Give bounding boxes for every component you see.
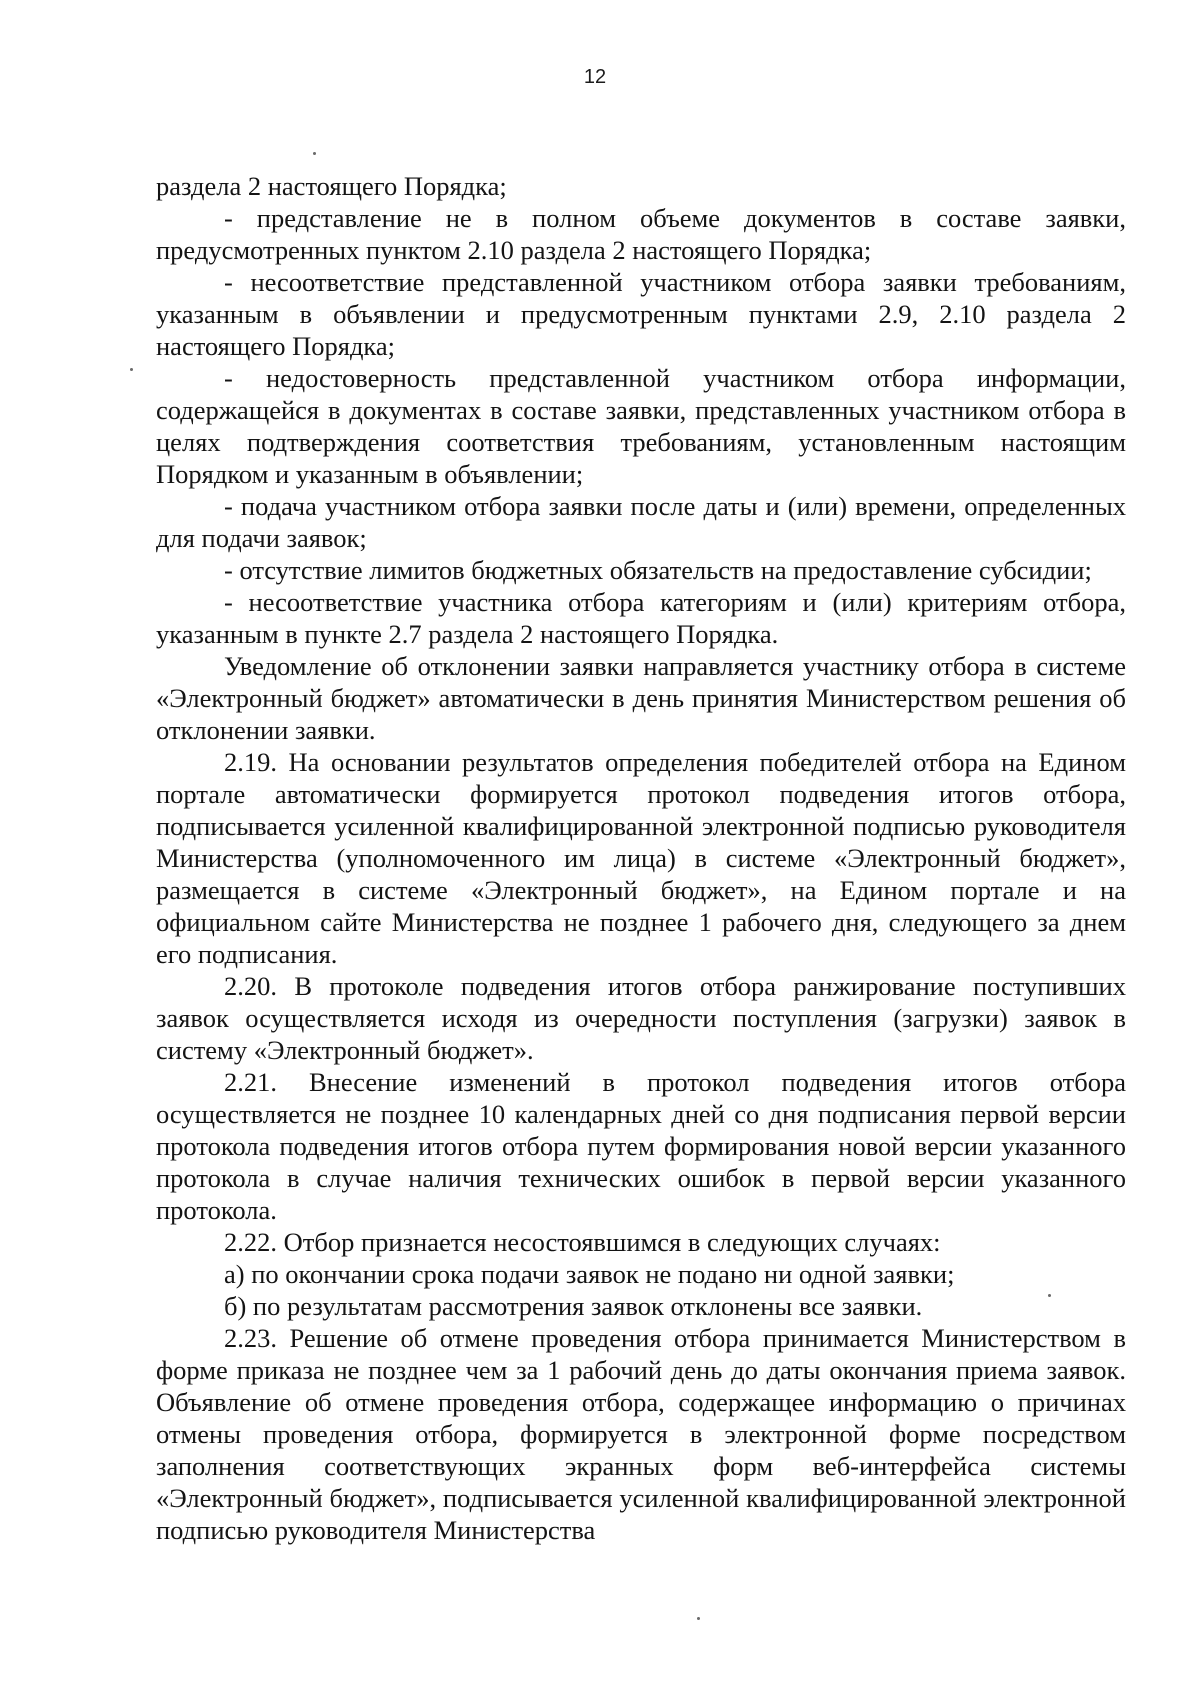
page-body: [156, 170, 1126, 1546]
list-item-category-mismatch: - несоответствие участника отбора категориям и (или) критериям отбора, указанным в пункте 2.7 раздела 2 настоящего Порядка.: [156, 587, 1126, 649]
page-number: 12: [583, 66, 607, 88]
list-item-no-budget-limits: - отсутствие лимитов бюджетных обязательств на предоставление субсидии;: [224, 555, 1092, 585]
clause-2-22: 2.22. Отбор признается несостоявшимся в следующих случаях:: [224, 1227, 941, 1257]
list-item-false-information: - недостоверность представленной участником отбора информации, содержащейся в документах в составе заявки, представленных участником отбора в целях подтверждения соответствия требованиям, установленным настоящим Порядком и указанным в объявлении;: [156, 363, 1126, 489]
paragraph-continuation: раздела 2 настоящего Порядка;: [156, 171, 507, 201]
clause-2-19: 2.19. На основании результатов определения победителей отбора на Едином портале автоматически формируется протокол подведения итогов отбора, подписывается усиленной квалифицированной электронной подписью руководителя Министерства (уполномоченного им лица) в системе «Электронный бюджет», размещается в системе «Электронный бюджет», на Едином портале и на официальном сайте Министерства не позднее 1 рабочего дня, следующего за днем его подписания.: [156, 747, 1126, 969]
clause-2-22-item-a: а) по окончании срока подачи заявок не подано ни одной заявки;: [224, 1259, 955, 1289]
scan-speck: [697, 1617, 700, 1620]
clause-2-21: 2.21. Внесение изменений в протокол подведения итогов отбора осуществляется не позднее 10 календарных дней со дня подписания первой версии протокола подведения итогов отбора путем формирования новой версии указанного протокола в случае наличия технических ошибок в первой версии указанного протокола.: [156, 1067, 1126, 1225]
paragraph-rejection-notice: Уведомление об отклонении заявки направляется участнику отбора в системе «Электронный бюджет» автоматически в день принятия Министерством решения об отклонении заявки.: [156, 651, 1126, 745]
list-item-nonconformity-requirements: - несоответствие представленной участником отбора заявки требованиям, указанным в объявлении и предусмотренным пунктами 2.9, 2.10 раздела 2 настоящего Порядка;: [156, 267, 1126, 361]
clause-2-23: 2.23. Решение об отмене проведения отбора принимается Министерством в форме приказа не позднее чем за 1 рабочий день до даты окончания приема заявок. Объявление об отмене проведения отбора, содержащее информацию о причинах отмены проведения отбора, формируется в электронной форме посредством заполнения соответствующих экранных форм веб-интерфейса системы «Электронный бюджет», подписывается усиленной квалифицированной электронной подписью руководителя Министерства: [156, 1323, 1126, 1545]
scan-speck: [130, 368, 133, 371]
clause-2-22-item-b: б) по результатам рассмотрения заявок отклонены все заявки.: [224, 1291, 923, 1321]
scan-speck: [1048, 1294, 1051, 1297]
list-item-incomplete-documents: - представление не в полном объеме документов в составе заявки, предусмотренных пунктом 2.10 раздела 2 настоящего Порядка;: [156, 203, 1126, 265]
scan-speck: [313, 152, 316, 155]
clause-2-20: 2.20. В протоколе подведения итогов отбора ранжирование поступивших заявок осуществляется исходя из очередности поступления (загрузки) заявок в систему «Электронный бюджет».: [156, 971, 1126, 1065]
list-item-late-submission: - подача участником отбора заявки после даты и (или) времени, определенных для подачи заявок;: [156, 491, 1126, 553]
